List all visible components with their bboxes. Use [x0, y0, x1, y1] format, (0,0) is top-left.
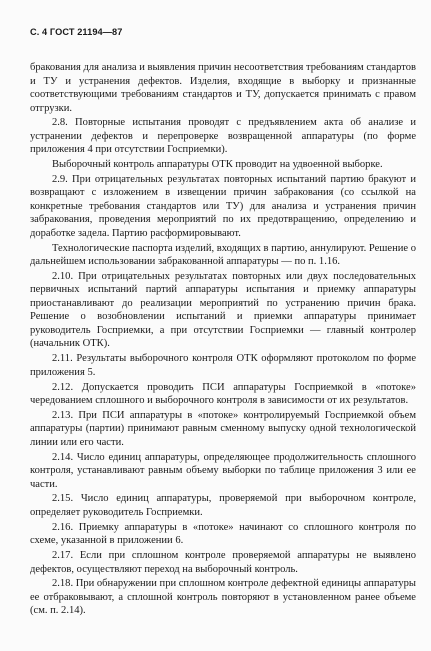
- paragraph-2-11: 2.11. Результаты выборочного контроля ОТК оформляют протоколом по форме приложения 5.: [30, 353, 416, 378]
- paragraph-2-10: 2.10. При отрицательных результатах повторных или двух последовательных первичных испытаний партий аппаратуры испытания и приемку аппаратуры приостанавливают до реализации мероприятий по устранению причин брака. Решение о возобновлении испытаний и приемки аппаратуры принимает руководитель Госприемки, а при отсутствии Госприемки — главный контролер (начальник ОТК).: [30, 270, 416, 350]
- paragraph-2-16: 2.16. Приемку аппаратуры в «потоке» начинают со сплошного контроля по схеме, указанной в приложении 6.: [30, 521, 416, 547]
- paragraph: бракования для анализа и выявления причин несоответствия требованиям стандартов и ТУ и устранения дефектов. Изделия, входящие в выборку и признанные соответствующими требованиям стандартов и ТУ, допускается принимать с правом отгрузки.: [30, 62, 416, 114]
- paragraph-2-17: 2.17. Если при сплошном контроле проверяемой аппаратуры не выявлено дефектов, осуществляют переход на выборочный контроль.: [30, 550, 416, 575]
- paragraph: Технологические паспорта изделий, входящих в партию, аннулируют. Решение о дальнейшем использовании забракованной аппаратуры — по п. 1.16.: [30, 242, 416, 268]
- document-body: [30, 61, 416, 618]
- paragraph-2-14: 2.14. Число единиц аппаратуры, определяющее продолжительность сплошного контроля, устанавливают равным объему выборки по таблице приложения 3 или ее части.: [30, 451, 416, 490]
- page-header: С. 4 ГОСТ 21194—87: [30, 27, 123, 37]
- paragraph-2-12: 2.12. Допускается проводить ПСИ аппаратуры Госприемкой в «потоке» чередованием сплошного и выборочного контроля в зависимости от их результатов.: [30, 381, 416, 407]
- paragraph-2-15: 2.15. Число единиц аппаратуры, проверяемой при выборочном контроле, определяет руководитель Госприемки.: [30, 493, 416, 518]
- paragraph-2-8: 2.8. Повторные испытания проводят с предъявлением акта об анализе и устранении дефектов и перепроверке возвращенной аппаратуры (по форме приложения 4 при отсутствии Госприемки).: [30, 117, 416, 156]
- paragraph-2-18: 2.18. При обнаружении при сплошном контроле дефектной единицы аппаратуры ее отбраковывают, а сплошной контроль повторяют в установленном ранее объеме (см. п. 2.14).: [30, 578, 416, 617]
- paragraph: Выборочный контроль аппаратуры ОТК проводит на удвоенной выборке.: [52, 159, 383, 171]
- paragraph-2-13: 2.13. При ПСИ аппаратуры в «потоке» контролируемый Госприемкой объем аппаратуры (партии) принимают равным сменному выпуску одной технологической линии или его части.: [30, 409, 416, 448]
- paragraph-2-9: 2.9. При отрицательных результатах повторных испытаний партию бракуют и возвращают с изложением в извещении причин забракования (со ссылкой на конкретные требования стандартов или ТУ) для анализа и устранения причин забракования, проведения мероприятий по их предотвращению, определению и доработке задела. Партию расформировывают.: [30, 173, 416, 239]
